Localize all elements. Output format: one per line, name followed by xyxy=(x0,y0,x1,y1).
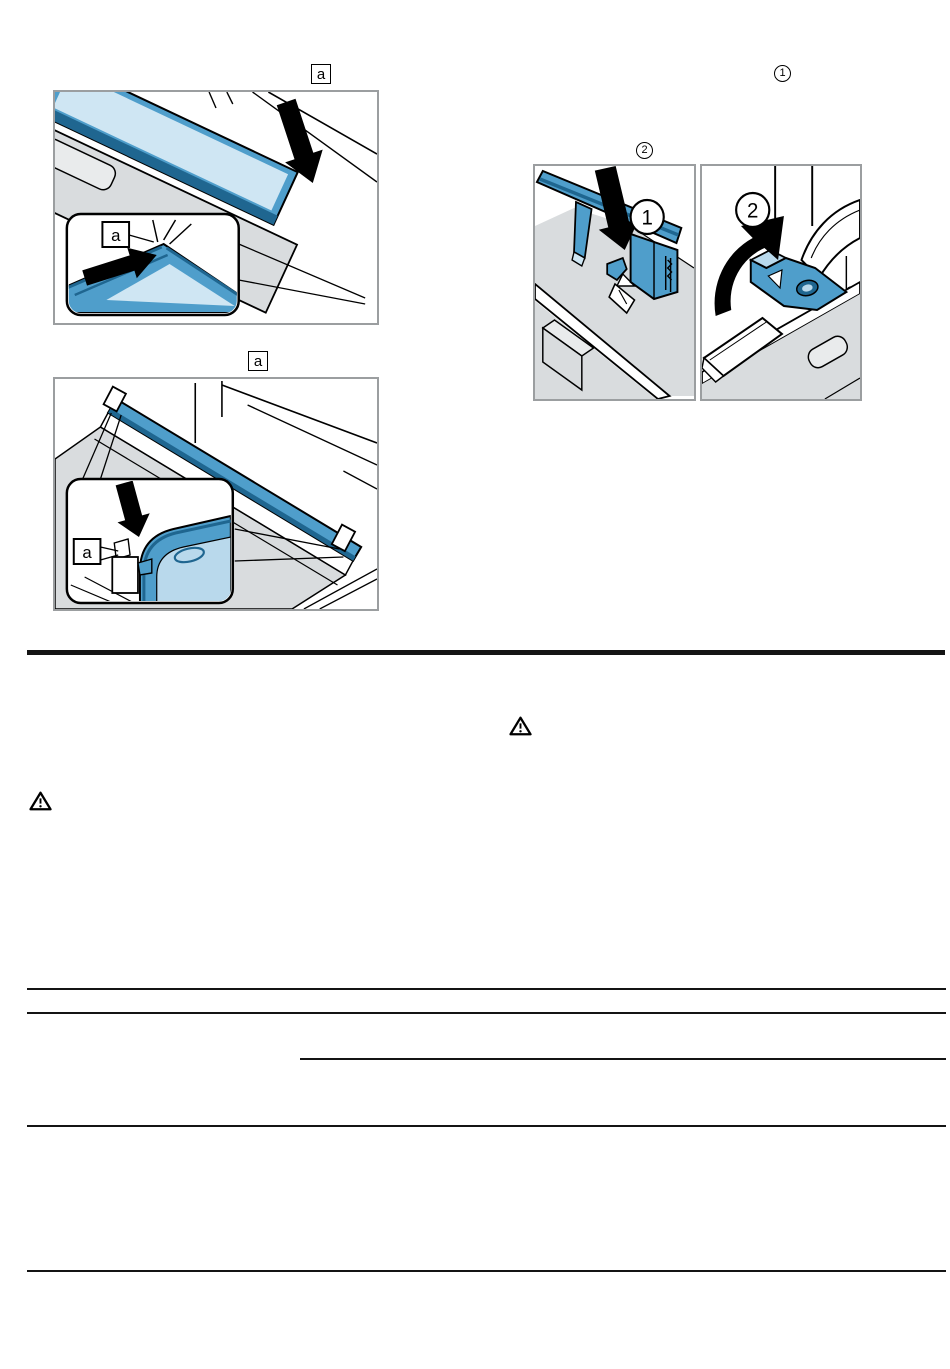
table-rule-subrow xyxy=(300,1058,946,1060)
inset-label-a: a xyxy=(111,225,121,246)
section-divider-rule xyxy=(27,650,945,655)
table-rule-bottom xyxy=(27,1270,946,1272)
figure-glass-lower xyxy=(53,377,379,611)
step1-caption-badge: 1 xyxy=(774,65,791,82)
step2-number: 2 xyxy=(747,199,759,223)
warning-triangle-icon xyxy=(29,791,52,811)
figure2-caption-label: a xyxy=(248,351,268,371)
warning-triangle-icon xyxy=(509,716,532,736)
table-rule-top xyxy=(27,988,946,990)
table-rule-row xyxy=(27,1125,946,1127)
detail-inset xyxy=(63,214,247,315)
step1-badge xyxy=(631,200,664,234)
step2-caption-badge: 2 xyxy=(636,142,653,159)
figure-glass-insert xyxy=(53,90,379,325)
hinge-step2-illustration xyxy=(702,166,860,399)
figure-hinge-step2 xyxy=(700,164,862,401)
inset-label-a: a xyxy=(82,542,92,563)
step2-badge xyxy=(736,193,769,227)
detail-inset xyxy=(67,479,233,605)
glass-insert-illustration xyxy=(55,92,377,323)
glass-lower-illustration xyxy=(55,379,377,609)
hinge-step1-illustration xyxy=(535,166,694,399)
table-rule-header xyxy=(27,1012,946,1014)
figure1-caption-label: a xyxy=(311,64,331,84)
step1-number: 1 xyxy=(641,206,653,230)
figure-hinge-step1 xyxy=(533,164,696,401)
